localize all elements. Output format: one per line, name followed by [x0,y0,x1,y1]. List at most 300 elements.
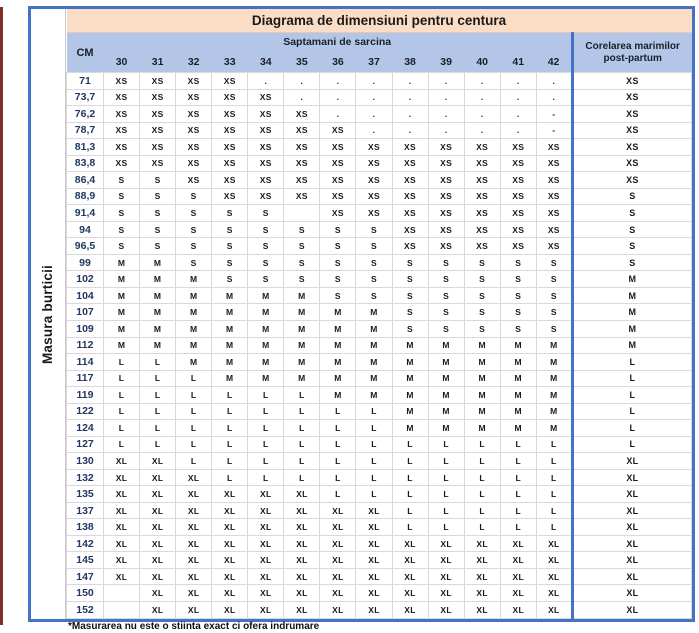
size-cell: S [248,221,284,238]
size-cell: XS [212,122,248,139]
size-cell: L [392,436,428,453]
size-cell: M [500,354,536,371]
size-cell: XL [104,568,140,585]
size-cell: M [104,304,140,321]
size-cell: XS [428,155,464,172]
postpartum-size-cell: L [572,387,691,404]
size-cell: M [104,320,140,337]
size-cell: L [536,453,572,470]
size-cell: L [392,453,428,470]
size-cell: S [176,205,212,222]
size-cell: XS [140,73,176,90]
size-cell: M [500,387,536,404]
size-cell: XL [356,502,392,519]
table-row [67,354,692,371]
size-cell: M [284,304,320,321]
size-cell: L [140,354,176,371]
size-cell: XL [356,602,392,619]
size-cell: XL [248,502,284,519]
size-cell: M [464,387,500,404]
size-cell: S [536,287,572,304]
size-chart-table [66,9,692,619]
cm-value-cell: 76,2 [67,106,104,123]
size-cell: M [248,304,284,321]
size-cell: XL [212,585,248,602]
size-cell: XS [212,73,248,90]
size-cell: S [500,320,536,337]
cm-value-cell: 88,9 [67,188,104,205]
cm-value-cell: 130 [67,453,104,470]
week-column-header: 34 [248,52,284,73]
size-cell: S [140,172,176,189]
size-cell: S [104,188,140,205]
size-cell: XS [176,172,212,189]
week-column-header: 32 [176,52,212,73]
size-cell: L [392,519,428,536]
size-cell: L [140,420,176,437]
size-cell: M [176,320,212,337]
size-cell: L [284,403,320,420]
size-cell: . [356,73,392,90]
table-row [67,304,692,321]
size-cell: XS [392,238,428,255]
size-cell: S [248,205,284,222]
table-row [67,436,692,453]
size-cell: XS [500,155,536,172]
size-cell [104,585,140,602]
cm-value-cell: 91,4 [67,205,104,222]
postpartum-size-cell: S [572,205,691,222]
week-column-header: 35 [284,52,320,73]
size-cell: XS [500,238,536,255]
size-cell: L [212,436,248,453]
size-cell: XS [464,221,500,238]
size-cell: L [176,387,212,404]
size-cell: . [536,73,572,90]
size-cell: . [464,106,500,123]
footnote: *Masurarea nu este o stiinta exact ci ofera indrumare [68,621,320,632]
size-cell: XL [284,519,320,536]
size-cell: XL [248,486,284,503]
size-cell: M [284,354,320,371]
table-row [67,205,692,222]
size-cell: XS [500,172,536,189]
size-cell: XS [176,73,212,90]
size-cell: L [212,469,248,486]
postpartum-size-cell: XS [572,89,691,106]
size-cell: M [248,320,284,337]
size-cell: S [464,287,500,304]
size-cell: S [536,254,572,271]
size-cell: XS [176,122,212,139]
size-cell: XS [248,188,284,205]
postpartum-size-cell: M [572,337,691,354]
size-cell: . [356,122,392,139]
size-cell: - [536,122,572,139]
size-cell: XS [392,205,428,222]
size-cell: L [536,502,572,519]
cm-value-cell: 107 [67,304,104,321]
week-column-header: 30 [104,52,140,73]
size-cell: L [140,403,176,420]
size-cell: XS [356,155,392,172]
size-cell: M [536,403,572,420]
size-cell: XL [320,552,356,569]
size-cell: M [320,387,356,404]
postpartum-size-cell: L [572,436,691,453]
size-cell: S [320,254,356,271]
size-cell: M [212,337,248,354]
postpartum-size-cell: M [572,287,691,304]
size-cell: XL [536,585,572,602]
row-axis-label: Masura burticii [40,264,56,364]
size-cell: XS [356,188,392,205]
size-cell: . [428,89,464,106]
table-row [67,387,692,404]
size-cell: . [284,73,320,90]
size-cell: XL [464,585,500,602]
size-cell: . [500,73,536,90]
size-cell: XS [320,205,356,222]
size-cell: L [356,469,392,486]
postpartum-size-cell: XS [572,155,691,172]
size-cell: XL [356,585,392,602]
size-cell: S [356,254,392,271]
size-cell: XS [104,122,140,139]
size-cell: XS [284,155,320,172]
postpartum-size-cell: M [572,320,691,337]
size-cell: M [536,354,572,371]
size-cell: S [284,271,320,288]
size-cell: XS [536,188,572,205]
size-cell: XL [248,602,284,619]
size-cell: XS [500,139,536,156]
size-cell: M [104,337,140,354]
cm-value-cell: 142 [67,535,104,552]
size-cell: S [356,287,392,304]
size-cell: XL [320,602,356,619]
size-cell: XL [212,568,248,585]
size-cell: XS [140,122,176,139]
size-cell: S [320,271,356,288]
size-cell: L [104,354,140,371]
size-cell: L [248,403,284,420]
postpartum-size-cell: XL [572,602,691,619]
size-cell: XL [140,502,176,519]
size-cell: XL [500,585,536,602]
size-cell: L [140,387,176,404]
size-cell: XS [536,238,572,255]
size-cell: XS [284,188,320,205]
size-cell: M [428,354,464,371]
table-row [67,139,692,156]
size-cell: XL [464,552,500,569]
size-cell: S [536,271,572,288]
size-cell: S [428,287,464,304]
size-cell: M [248,370,284,387]
size-cell: L [356,420,392,437]
size-cell: XL [284,568,320,585]
size-cell: XL [392,602,428,619]
size-cell: M [248,354,284,371]
table-row [67,155,692,172]
size-cell: XL [176,519,212,536]
size-cell: M [140,320,176,337]
size-cell: L [392,469,428,486]
size-cell: XL [212,486,248,503]
size-cell: XS [356,172,392,189]
size-cell: M [428,403,464,420]
size-cell: XS [464,238,500,255]
size-cell: M [464,420,500,437]
size-cell: XL [248,568,284,585]
size-cell: XS [392,139,428,156]
size-cell: XS [392,188,428,205]
size-cell: L [140,370,176,387]
size-cell: S [140,221,176,238]
postpartum-size-cell: L [572,420,691,437]
week-column-header: 36 [320,52,356,73]
header-row-groups [67,33,692,52]
table-row [67,535,692,552]
size-cell: . [392,89,428,106]
size-cell: XL [392,568,428,585]
size-cell: XS [248,172,284,189]
size-cell: . [428,122,464,139]
size-cell: M [320,304,356,321]
size-cell: S [392,320,428,337]
size-cell: XS [500,188,536,205]
size-cell: XS [320,188,356,205]
size-cell: XS [320,155,356,172]
size-cell: S [284,254,320,271]
size-cell: S [176,238,212,255]
size-cell: L [104,403,140,420]
size-cell: S [212,205,248,222]
cm-value-cell: 135 [67,486,104,503]
cm-value-cell: 86,4 [67,172,104,189]
size-cell: M [284,320,320,337]
size-cell: S [500,254,536,271]
size-cell: - [536,106,572,123]
size-cell: XL [356,552,392,569]
table-row [67,602,692,619]
table-row [67,453,692,470]
size-cell: . [320,106,356,123]
size-cell: M [500,337,536,354]
postpartum-size-cell: L [572,370,691,387]
postpartum-size-cell: L [572,403,691,420]
size-cell: XS [392,172,428,189]
week-column-header: 40 [464,52,500,73]
size-cell: M [104,287,140,304]
size-cell: XS [212,89,248,106]
size-cell: XL [428,568,464,585]
cm-value-cell: 152 [67,602,104,619]
table-row [67,271,692,288]
week-column-header: 33 [212,52,248,73]
cm-value-cell: 132 [67,469,104,486]
size-cell: XL [104,519,140,536]
table-row [67,287,692,304]
postpartum-size-cell: S [572,238,691,255]
size-cell: XS [176,139,212,156]
size-cell: L [356,486,392,503]
size-cell: XS [284,172,320,189]
size-cell: XL [428,535,464,552]
size-cell: L [500,453,536,470]
size-cell: M [392,354,428,371]
size-cell: L [392,486,428,503]
size-cell: . [464,122,500,139]
size-cell: . [500,106,536,123]
table-row [67,568,692,585]
size-cell: XL [356,519,392,536]
table-row [67,585,692,602]
size-cell: L [104,436,140,453]
size-cell: XL [464,602,500,619]
size-cell: M [464,354,500,371]
size-cell: M [284,287,320,304]
size-cell: L [464,469,500,486]
size-cell: L [428,453,464,470]
size-cell: . [392,122,428,139]
size-cell: XS [392,221,428,238]
postpartum-size-cell: S [572,188,691,205]
size-cell: S [104,221,140,238]
size-cell: XL [176,552,212,569]
size-cell: M [356,320,392,337]
table-row [67,403,692,420]
size-cell: M [392,403,428,420]
size-cell: . [356,106,392,123]
size-cell: L [392,502,428,519]
size-cell: L [428,436,464,453]
size-cell: XL [248,585,284,602]
size-cell: S [500,271,536,288]
size-chart-frame [28,6,695,622]
size-cell: XS [536,172,572,189]
size-cell: L [536,519,572,536]
size-cell: S [320,221,356,238]
cm-value-cell: 104 [67,287,104,304]
size-cell: . [284,89,320,106]
size-cell: XL [140,453,176,470]
size-cell: S [464,271,500,288]
cm-value-cell: 114 [67,354,104,371]
size-cell: M [320,370,356,387]
size-cell: M [320,320,356,337]
size-cell: S [500,287,536,304]
size-cell: XS [212,139,248,156]
postpartum-size-cell: XL [572,453,691,470]
size-cell: S [140,238,176,255]
size-cell: XS [176,106,212,123]
size-cell: M [536,370,572,387]
table-row [67,221,692,238]
size-cell: XL [140,535,176,552]
size-cell: XL [140,585,176,602]
size-cell: XL [392,552,428,569]
size-cell: S [464,320,500,337]
size-cell: S [464,254,500,271]
postpartum-size-cell: M [572,304,691,321]
postpartum-size-cell: XS [572,122,691,139]
size-cell: M [212,304,248,321]
postpartum-column-header: Corelarea marimilor post-partum [572,33,691,73]
size-cell: M [392,370,428,387]
size-cell: XS [284,139,320,156]
postpartum-size-cell: L [572,354,691,371]
size-cell: S [536,320,572,337]
size-cell: XS [464,155,500,172]
size-cell: XL [176,486,212,503]
size-cell: XL [140,469,176,486]
week-column-header: 41 [500,52,536,73]
size-cell: XL [104,502,140,519]
size-cell: M [212,370,248,387]
size-cell: XS [320,139,356,156]
week-column-header: 42 [536,52,572,73]
size-cell: M [536,387,572,404]
size-cell: M [428,420,464,437]
table-row [67,238,692,255]
cm-value-cell: 150 [67,585,104,602]
size-cell: M [176,337,212,354]
size-cell: L [320,453,356,470]
size-cell: XL [212,519,248,536]
size-cell: L [176,403,212,420]
size-cell: M [284,337,320,354]
size-cell: XS [140,155,176,172]
size-cell: M [140,254,176,271]
size-cell: M [536,337,572,354]
size-cell: XL [320,502,356,519]
size-cell: XS [104,89,140,106]
size-cell: L [140,436,176,453]
size-cell: XS [104,155,140,172]
size-cell: L [176,453,212,470]
size-cell: XL [140,486,176,503]
size-cell: S [500,304,536,321]
size-cell: S [176,254,212,271]
size-cell: M [500,420,536,437]
size-cell: L [104,387,140,404]
weeks-group-header: Saptamani de sarcina [104,33,573,52]
size-cell: XL [536,535,572,552]
size-cell: XS [212,155,248,172]
size-cell: S [212,221,248,238]
size-cell: XS [140,139,176,156]
cm-value-cell: 78,7 [67,122,104,139]
size-cell: M [428,387,464,404]
size-cell: L [176,436,212,453]
cm-value-cell: 119 [67,387,104,404]
size-cell: . [500,89,536,106]
size-cell: XL [104,453,140,470]
postpartum-size-cell: XL [572,552,691,569]
cm-value-cell: 127 [67,436,104,453]
size-cell: S [176,221,212,238]
cm-value-cell: 145 [67,552,104,569]
table-row [67,486,692,503]
size-cell: . [392,106,428,123]
size-cell: XS [104,106,140,123]
size-cell: L [212,387,248,404]
cm-value-cell: 96,5 [67,238,104,255]
size-cell: XL [356,535,392,552]
size-cell: L [536,436,572,453]
